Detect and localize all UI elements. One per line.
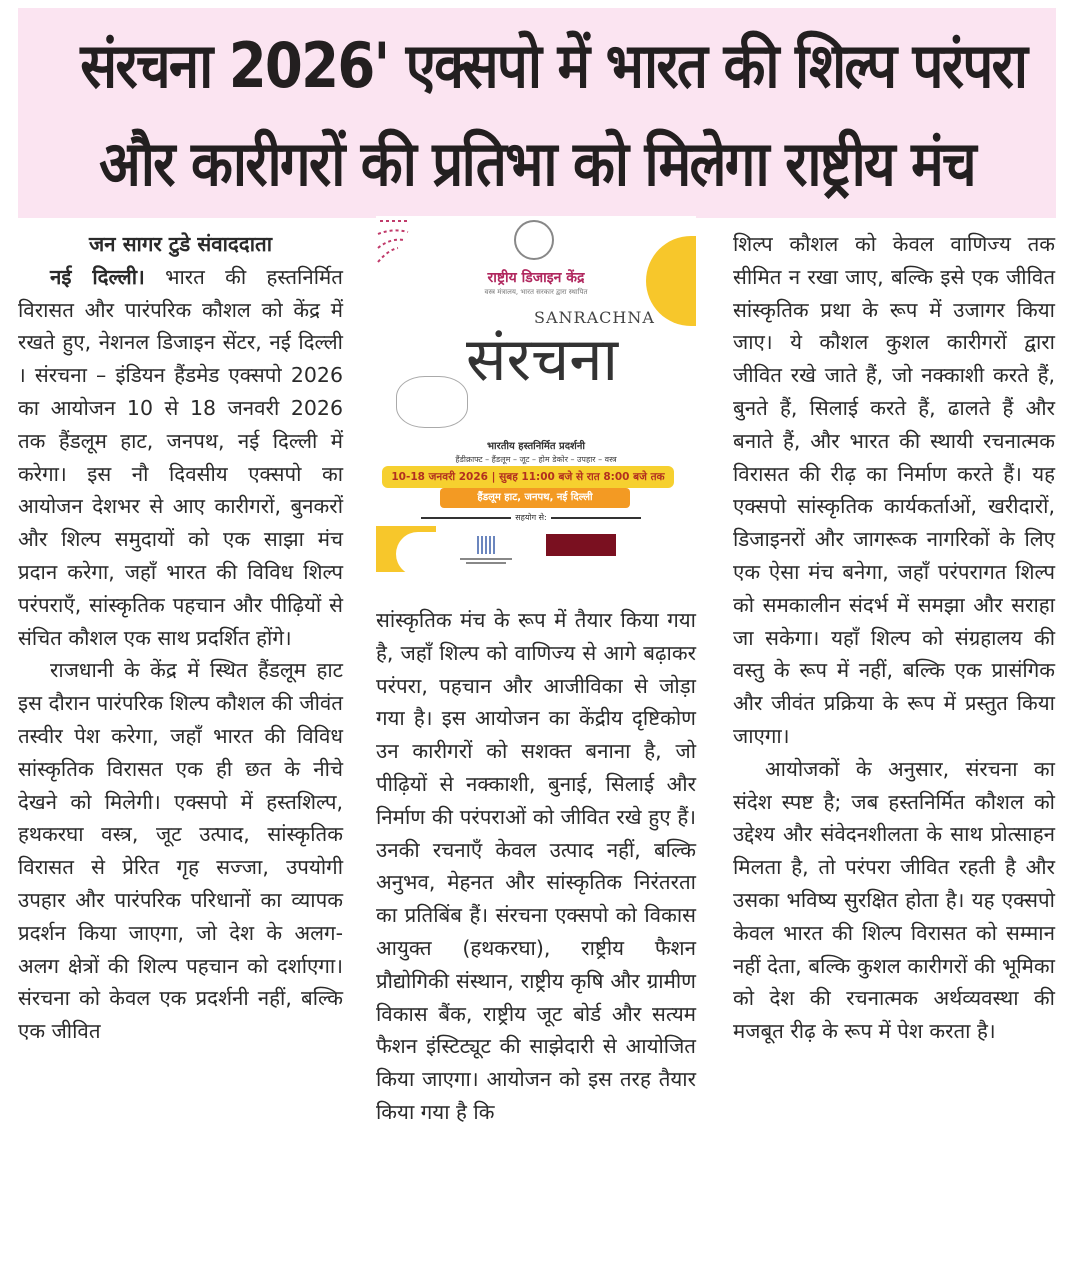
- poster-subtitle: भारतीय हस्तनिर्मित प्रदर्शनी: [486, 441, 585, 452]
- poster-venue: हैंडलूम हाट, जनपथ, नई दिल्ली: [440, 488, 630, 508]
- poster-dates: 10-18 जनवरी 2026 | सुबह 11:00 बजे से रात 8:00 बजे तक: [382, 466, 674, 488]
- article-column-1: [18, 228, 343, 1048]
- sponsor-logo-handloom-icon: [456, 534, 516, 566]
- paragraph: शिल्प कौशल को केवल वाणिज्य तक सीमित न रखा जाए, बल्कि इसे एक जीवित सांस्कृतिक प्रथा के रूप में उजागर किया जाए। ये कौशल कुशल कारीगरों द्वारा जीवित रखे जाते हैं, जो नक्काशी करते हैं, बुनते हैं, सिलाई करते हैं, ढालते हैं और बनाते हैं, और भारत की स्थायी रचनात्मक विरासत की रीढ़ का निर्माण करते हैं। यह एक्सपो सांस्कृतिक कार्यकर्ताओं, खरीदारों, डिजाइनरों और जागरूक नागरिकों के लिए एक ऐसा मंच बनेगा, जहाँ परंपरागत शिल्प को समकालीन संदर्भ में समझा और सराहा जा सकेगा। यहाँ शिल्प को संग्रहालय की वस्तु के रूप में नहीं, बल्कि एक प्रासंगिक और जीवंत प्रक्रिया के रूप में प्रस्तुत किया जाएगा।: [733, 232, 1055, 748]
- decorative-stitch-icon: [376, 216, 416, 276]
- poster-org-name: राष्ट्रीय डिजाइन केंद्र: [487, 270, 585, 286]
- poster-logo-en: SANRACHNA: [534, 308, 655, 327]
- paragraph: आयोजकों के अनुसार, संरचना का संदेश स्पष्ट है; जब हस्तनिर्मित कौशल को उद्देश्य और संवेदनशीलता के साथ प्रोत्साहन मिलता है, तो परंपरा जीवित रहती है और उसका भविष्य सुरक्षित होता है। यह एक्सपो केवल भारत की शिल्प विरासत को सम्मान नहीं देता, बल्कि कुशल कारीगरों की भूमिका को देश की रचनात्मक अर्थव्यवस्था की मजबूत रीढ़ के रूप में पेश करता है।: [733, 756, 1055, 1044]
- headline-line-1: संरचना 2026' एक्सपो में भारत की शिल्प परंपरा: [80, 29, 1027, 102]
- article-column-3: [733, 228, 1055, 1048]
- headline-line-2: और कारीगरों की प्रतिभा को मिलेगा राष्ट्रीय मंच: [99, 127, 975, 200]
- byline: जन सागर टुडे संवाददाता: [88, 232, 273, 256]
- decorative-yellow-shape: [376, 526, 436, 572]
- event-poster-image: [376, 216, 696, 572]
- poster-org-sub: वस्त्र मंत्रालय, भारत सरकार द्वारा स्थापित: [484, 288, 588, 296]
- ndc-emblem-icon: [514, 220, 554, 260]
- paragraph: सांस्कृतिक मंच के रूप में तैयार किया गया है, जहाँ शिल्प को वाणिज्य से आगे बढ़ाकर परंपरा, पहचान और आजीविका से जोड़ा गया है। इस आयोजन का केंद्रीय दृष्टिकोण उन कारीगरों को सशक्त बनाना है, जो पीढ़ियों से नक्काशी, बुनाई, सिलाई और निर्माण की परंपराओं को जीवित रखे हुए हैं। उनकी रचनाएँ केवल उत्पाद नहीं, बल्कि अनुभव, मेहनत और सांस्कृतिक निरंतरता का प्रतिबिंब हैं। संरचना एक्सपो को विकास आयुक्त (हथकरघा), राष्ट्रीय फैशन प्रौद्योगिकी संस्थान, राष्ट्रीय कृषि और ग्रामीण विकास बैंक, राष्ट्रीय जूट बोर्ड और सत्यम फैशन इंस्टिट्यूट की साझेदारी से आयोजित किया जाएगा। आयोजन को इस तरह तैयार किया गया है कि: [376, 608, 696, 1124]
- dateline: नई दिल्ली।: [50, 264, 145, 289]
- sponsor-logo-nift-icon: [546, 534, 616, 556]
- pottery-illustration-icon: [396, 376, 468, 428]
- poster-support-label: सहयोग से:: [396, 512, 666, 523]
- paragraph: राजधानी के केंद्र में स्थित हैंडलूम हाट इस दौरान पारंपरिक शिल्प कौशल की जीवंत तस्वीर पेश करेगा, जहाँ भारत की विविध सांस्कृतिक विरासत एक ही छत के नीचे देखने को मिलेगी। एक्सपो में हस्तशिल्प, हथकरघा वस्त्र, जूट उत्पाद, सांस्कृतिक विरासत से प्रेरित गृह सज्जा, उपयोगी उपहार और पारंपरिक परिधानों का व्यापक प्रदर्शन किया जाएगा, जो देश के अलग-अलग क्षेत्रों की शिल्प पहचान को दर्शाएगा। संरचना को केवल एक प्रदर्शनी नहीं, बल्कि एक जीवित: [18, 658, 343, 1044]
- headline-banner: [18, 8, 1056, 218]
- poster-categories: हैंडीक्राफ्ट – हैंडलूम – जूट – होम डेकोर – उपहार – वस्त्र: [455, 455, 617, 464]
- paragraph: भारत की हस्तनिर्मित विरासत और पारंपरिक कौशल को केंद्र में रखते हुए, नेशनल डिजाइन सेंटर, नई दिल्ली । संरचना – इंडियन हैंडमेड एक्सपो 2026 का आयोजन 10 से 18 जनवरी 2026 तक हैंडलूम हाट, जनपथ, नई दिल्ली में करेगा। इस नौ दिवसीय एक्सपो का आयोजन देशभर से आए कारीगरों, बुनकरों और शिल्प समुदायों को एक साझा मंच प्रदान करेगा, जहाँ भारत की विविध शिल्प परंपराएँ, सांस्कृतिक पहचान और पीढ़ियों से संचित कौशल एक साथ प्रदर्शित होंगे।: [18, 264, 343, 650]
- article-column-2: [376, 604, 696, 1129]
- poster-logo-hi: संरचना: [466, 325, 619, 395]
